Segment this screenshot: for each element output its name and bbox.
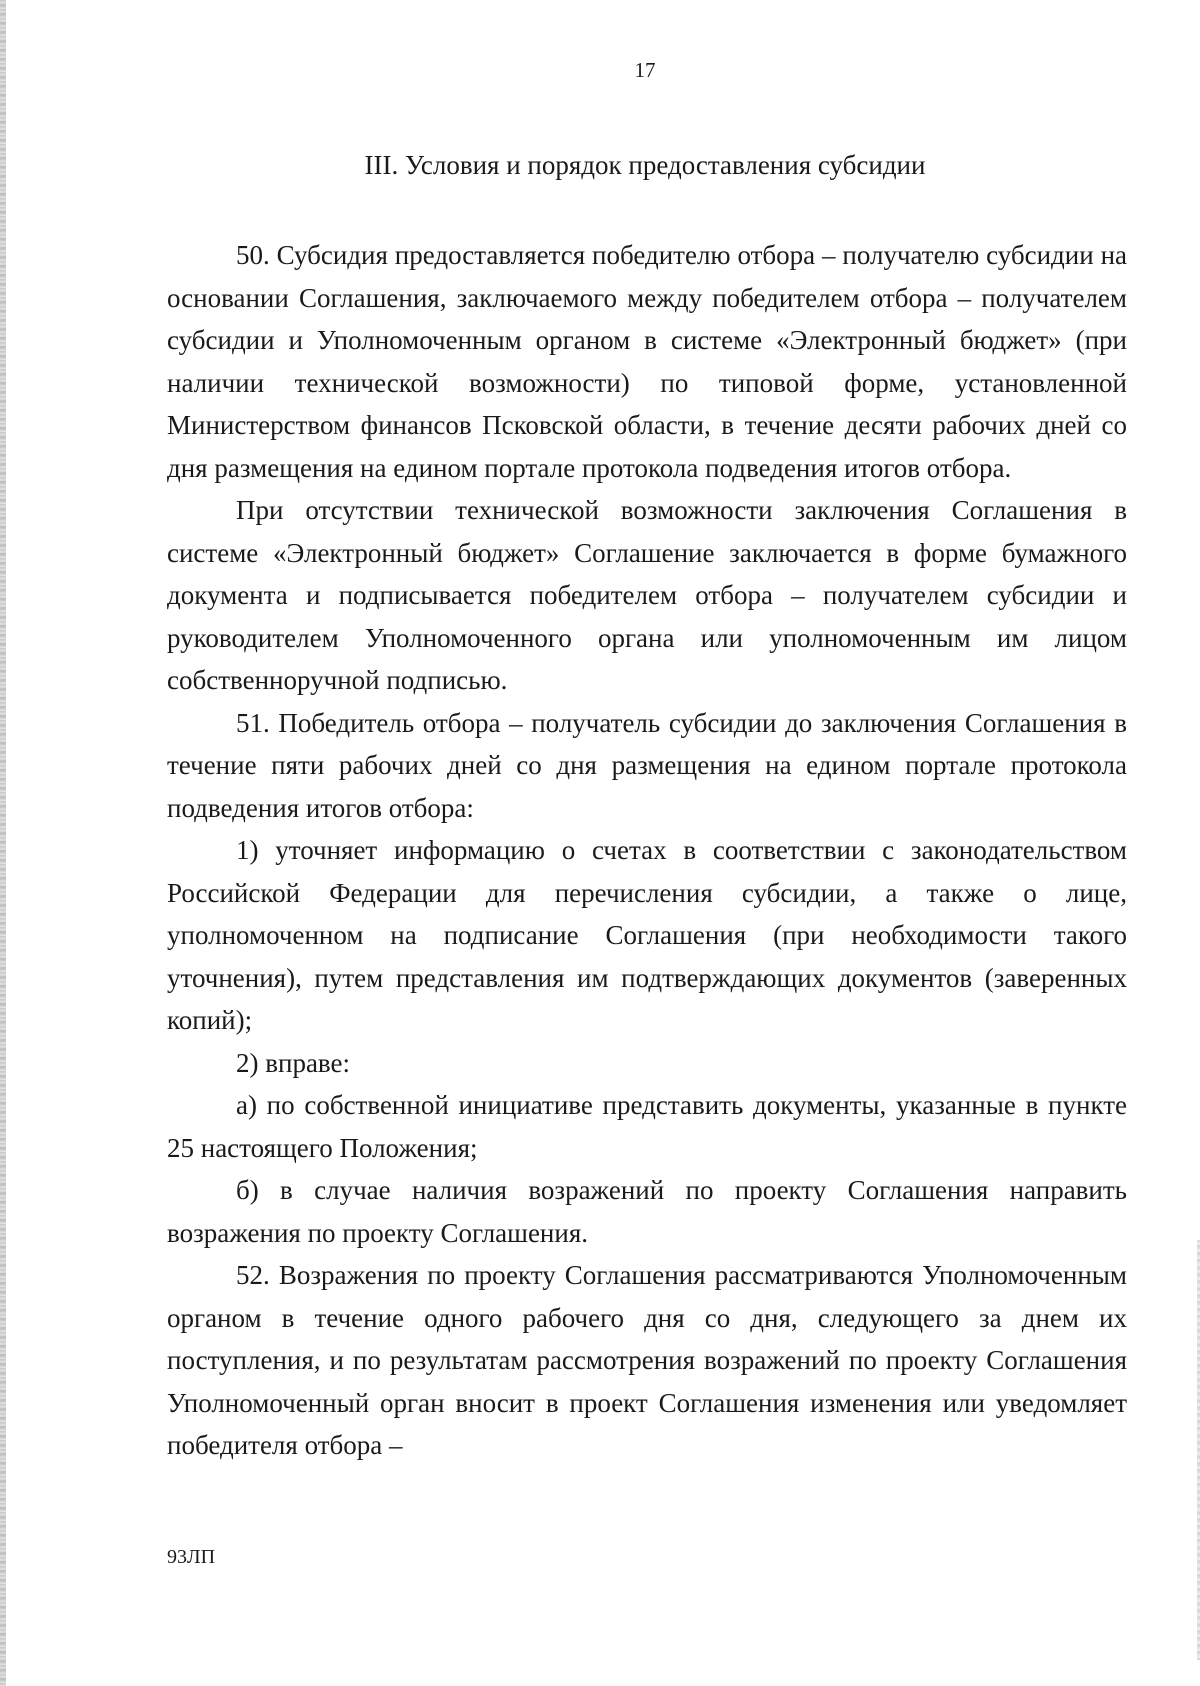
section-title: III. Условия и порядок предоставления субсидии <box>364 150 926 180</box>
paragraph-52: 52. Возражения по проекту Соглашения рассматриваются Уполномоченным органом в течение одного рабочего дня со дня, следующего за днем их поступления, и по результатам рассмотрения возражений по проекту Соглашения Уполномоченный орган вносит в проект Соглашения изменения или уведомляет победителя отбора – <box>167 1260 1127 1460</box>
paragraph-51-item-1: 1) уточняет информацию о счетах в соответствии с законодательством Российской Федерации для перечисления субсидии, а также о лице, уполномоченном на подписание Соглашения (при необходимости такого уточнения), путем представления им подтверждающих документов (заверенных копий); <box>167 835 1127 1035</box>
paragraph-50-continuation: При отсутствии технической возможности заключения Соглашения в системе «Электронный бюджет» Соглашение заключается в форме бумажного документа и подписывается победителем отбора – получателем субсидии и руководителем Уполномоченного органа или уполномоченным им лицом собственноручной подписью. <box>167 495 1127 695</box>
paragraph-50: 50. Субсидия предоставляется победителю отбора – получателю субсидии на основании Соглашения, заключаемого между победителем отбора – получателем субсидии и Уполномоченным органом в системе «Электронный бюджет» (при наличии технической возможности) по типовой форме, установленной Министерством финансов Псковской области, в течение десяти рабочих дней со дня размещения на едином портале протокола подведения итогов отбора. <box>167 240 1127 483</box>
paragraph-51-item-2b: б) в случае наличия возражений по проекту Соглашения направить возражения по проекту Соглашения. <box>167 1175 1127 1248</box>
paragraph-51: 51. Победитель отбора – получатель субсидии до заключения Соглашения в течение пяти рабочих дней со дня размещения на едином портале протокола подведения итогов отбора: <box>167 707 1127 823</box>
page-number: 17 <box>634 58 656 82</box>
paragraph-51-item-2: 2) вправе: <box>236 1047 350 1078</box>
scan-edge-left <box>0 0 6 1686</box>
footer-code: 93ЛП <box>167 1546 216 1568</box>
paragraph-51-item-2a: а) по собственной инициативе представить документы, указанные в пункте 25 настоящего Положения; <box>167 1090 1127 1163</box>
document-body <box>167 234 1127 1467</box>
